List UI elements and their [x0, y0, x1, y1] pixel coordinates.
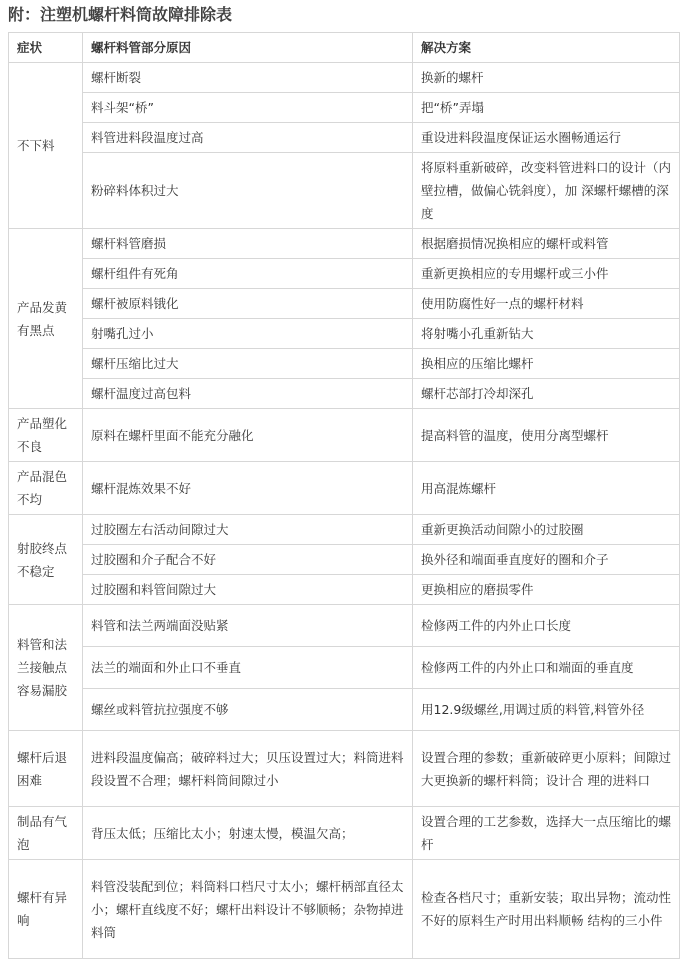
cause-cell: 螺杆料管磨损 [83, 229, 413, 259]
cause-cell: 进料段温度偏高；破碎料过大；贝压设置过大；料筒进料段设置不合理；螺杆料筒间隙过小 [83, 731, 413, 807]
table-row [9, 379, 680, 409]
table-row [9, 153, 680, 229]
table-row [9, 807, 680, 860]
solution-cell: 设置合理的工艺参数，选择大一点压缩比的螺杆 [413, 807, 680, 860]
symptom-cell: 螺杆后退困难 [9, 731, 83, 807]
table-row [9, 289, 680, 319]
solution-cell: 根据磨损情况换相应的螺杆或料管 [413, 229, 680, 259]
cause-cell: 过胶圈和料管间隙过大 [83, 575, 413, 605]
solution-cell: 换相应的压缩比螺杆 [413, 349, 680, 379]
symptom-cell: 不下料 [9, 63, 83, 229]
cause-cell: 过胶圈左右活动间隙过大 [83, 515, 413, 545]
cause-cell: 料管进料段温度过高 [83, 123, 413, 153]
cause-cell: 螺杆被原料锇化 [83, 289, 413, 319]
solution-cell: 更换相应的磨损零件 [413, 575, 680, 605]
cause-cell: 螺杆温度过高包料 [83, 379, 413, 409]
cause-cell: 法兰的端面和外止口不垂直 [83, 647, 413, 689]
table-row [9, 575, 680, 605]
table-row [9, 545, 680, 575]
table-header-row [9, 33, 680, 63]
cause-cell: 料管没装配到位；料筒料口档尺寸太小；螺杆柄部直径太小；螺杆直线度不好；螺杆出料设计不够顺畅；杂物掉进料筒 [83, 860, 413, 959]
cause-cell: 背压太低；压缩比太小；射速太慢，模温欠高； [83, 807, 413, 860]
solution-cell: 使用防腐性好一点的螺杆材料 [413, 289, 680, 319]
solution-cell: 换外径和端面垂直度好的圈和介子 [413, 545, 680, 575]
table-row [9, 689, 680, 731]
solution-cell: 用12.9级螺丝,用调过质的料管,料管外径 [413, 689, 680, 731]
solution-cell: 重设进料段温度保证运水圈畅通运行 [413, 123, 680, 153]
table-row [9, 229, 680, 259]
table-row [9, 123, 680, 153]
solution-cell: 重新更换相应的专用螺杆或三小件 [413, 259, 680, 289]
cause-cell: 料斗架“桥” [83, 93, 413, 123]
solution-cell: 设置合理的参数；重新破碎更小原料；间隙过大更换新的螺杆料筒；设计合 理的进料口 [413, 731, 680, 807]
header-symptom: 症状 [9, 33, 83, 63]
table-row [9, 63, 680, 93]
cause-cell: 螺杆断裂 [83, 63, 413, 93]
table-row [9, 731, 680, 807]
table-body [9, 63, 680, 959]
table-row [9, 349, 680, 379]
table-row [9, 605, 680, 647]
table-row [9, 515, 680, 545]
symptom-cell: 射胶终点不稳定 [9, 515, 83, 605]
page-title: 附：注塑机螺杆料筒故障排除表 [8, 5, 233, 24]
symptom-cell: 产品塑化不良 [9, 409, 83, 462]
symptom-cell: 料管和法兰接触点容易漏胶 [9, 605, 83, 731]
troubleshooting-table [8, 32, 680, 959]
table-row [9, 259, 680, 289]
solution-cell: 将射嘴小孔重新钻大 [413, 319, 680, 349]
cause-cell: 料管和法兰两端面没贴紧 [83, 605, 413, 647]
solution-cell: 检修两工件的内外止口和端面的垂直度 [413, 647, 680, 689]
table-row [9, 860, 680, 959]
cause-cell: 过胶圈和介子配合不好 [83, 545, 413, 575]
solution-cell: 螺杆芯部打冷却深孔 [413, 379, 680, 409]
solution-cell: 检查各档尺寸；重新安装；取出异物；流动性不好的原料生产时用出料顺畅 结构的三小件 [413, 860, 680, 959]
solution-cell: 用高混炼螺杆 [413, 462, 680, 515]
cause-cell: 螺杆压缩比过大 [83, 349, 413, 379]
table-row [9, 647, 680, 689]
solution-cell: 检修两工件的内外止口长度 [413, 605, 680, 647]
solution-cell: 提高料管的温度，使用分离型螺杆 [413, 409, 680, 462]
solution-cell: 重新更换活动间隙小的过胶圈 [413, 515, 680, 545]
cause-cell: 射嘴孔过小 [83, 319, 413, 349]
cause-cell: 螺丝或料管抗拉强度不够 [83, 689, 413, 731]
cause-cell: 原料在螺杆里面不能充分融化 [83, 409, 413, 462]
header-cause: 螺杆料管部分原因 [83, 33, 413, 63]
cause-cell: 螺杆混炼效果不好 [83, 462, 413, 515]
solution-cell: 将原料重新破碎，改变料管进料口的设计（内壁拉槽，做偏心铣斜度），加 深螺杆螺槽的深度 [413, 153, 680, 229]
table-row [9, 93, 680, 123]
symptom-cell: 产品发黄有黑点 [9, 229, 83, 409]
solution-cell: 换新的螺杆 [413, 63, 680, 93]
cause-cell: 粉碎料体积过大 [83, 153, 413, 229]
table-row [9, 409, 680, 462]
symptom-cell: 产品混色不均 [9, 462, 83, 515]
solution-cell: 把“桥”弄塌 [413, 93, 680, 123]
symptom-cell: 螺杆有异响 [9, 860, 83, 959]
table-row [9, 462, 680, 515]
header-solution: 解决方案 [413, 33, 680, 63]
symptom-cell: 制品有气泡 [9, 807, 83, 860]
table-row [9, 319, 680, 349]
cause-cell: 螺杆组件有死角 [83, 259, 413, 289]
